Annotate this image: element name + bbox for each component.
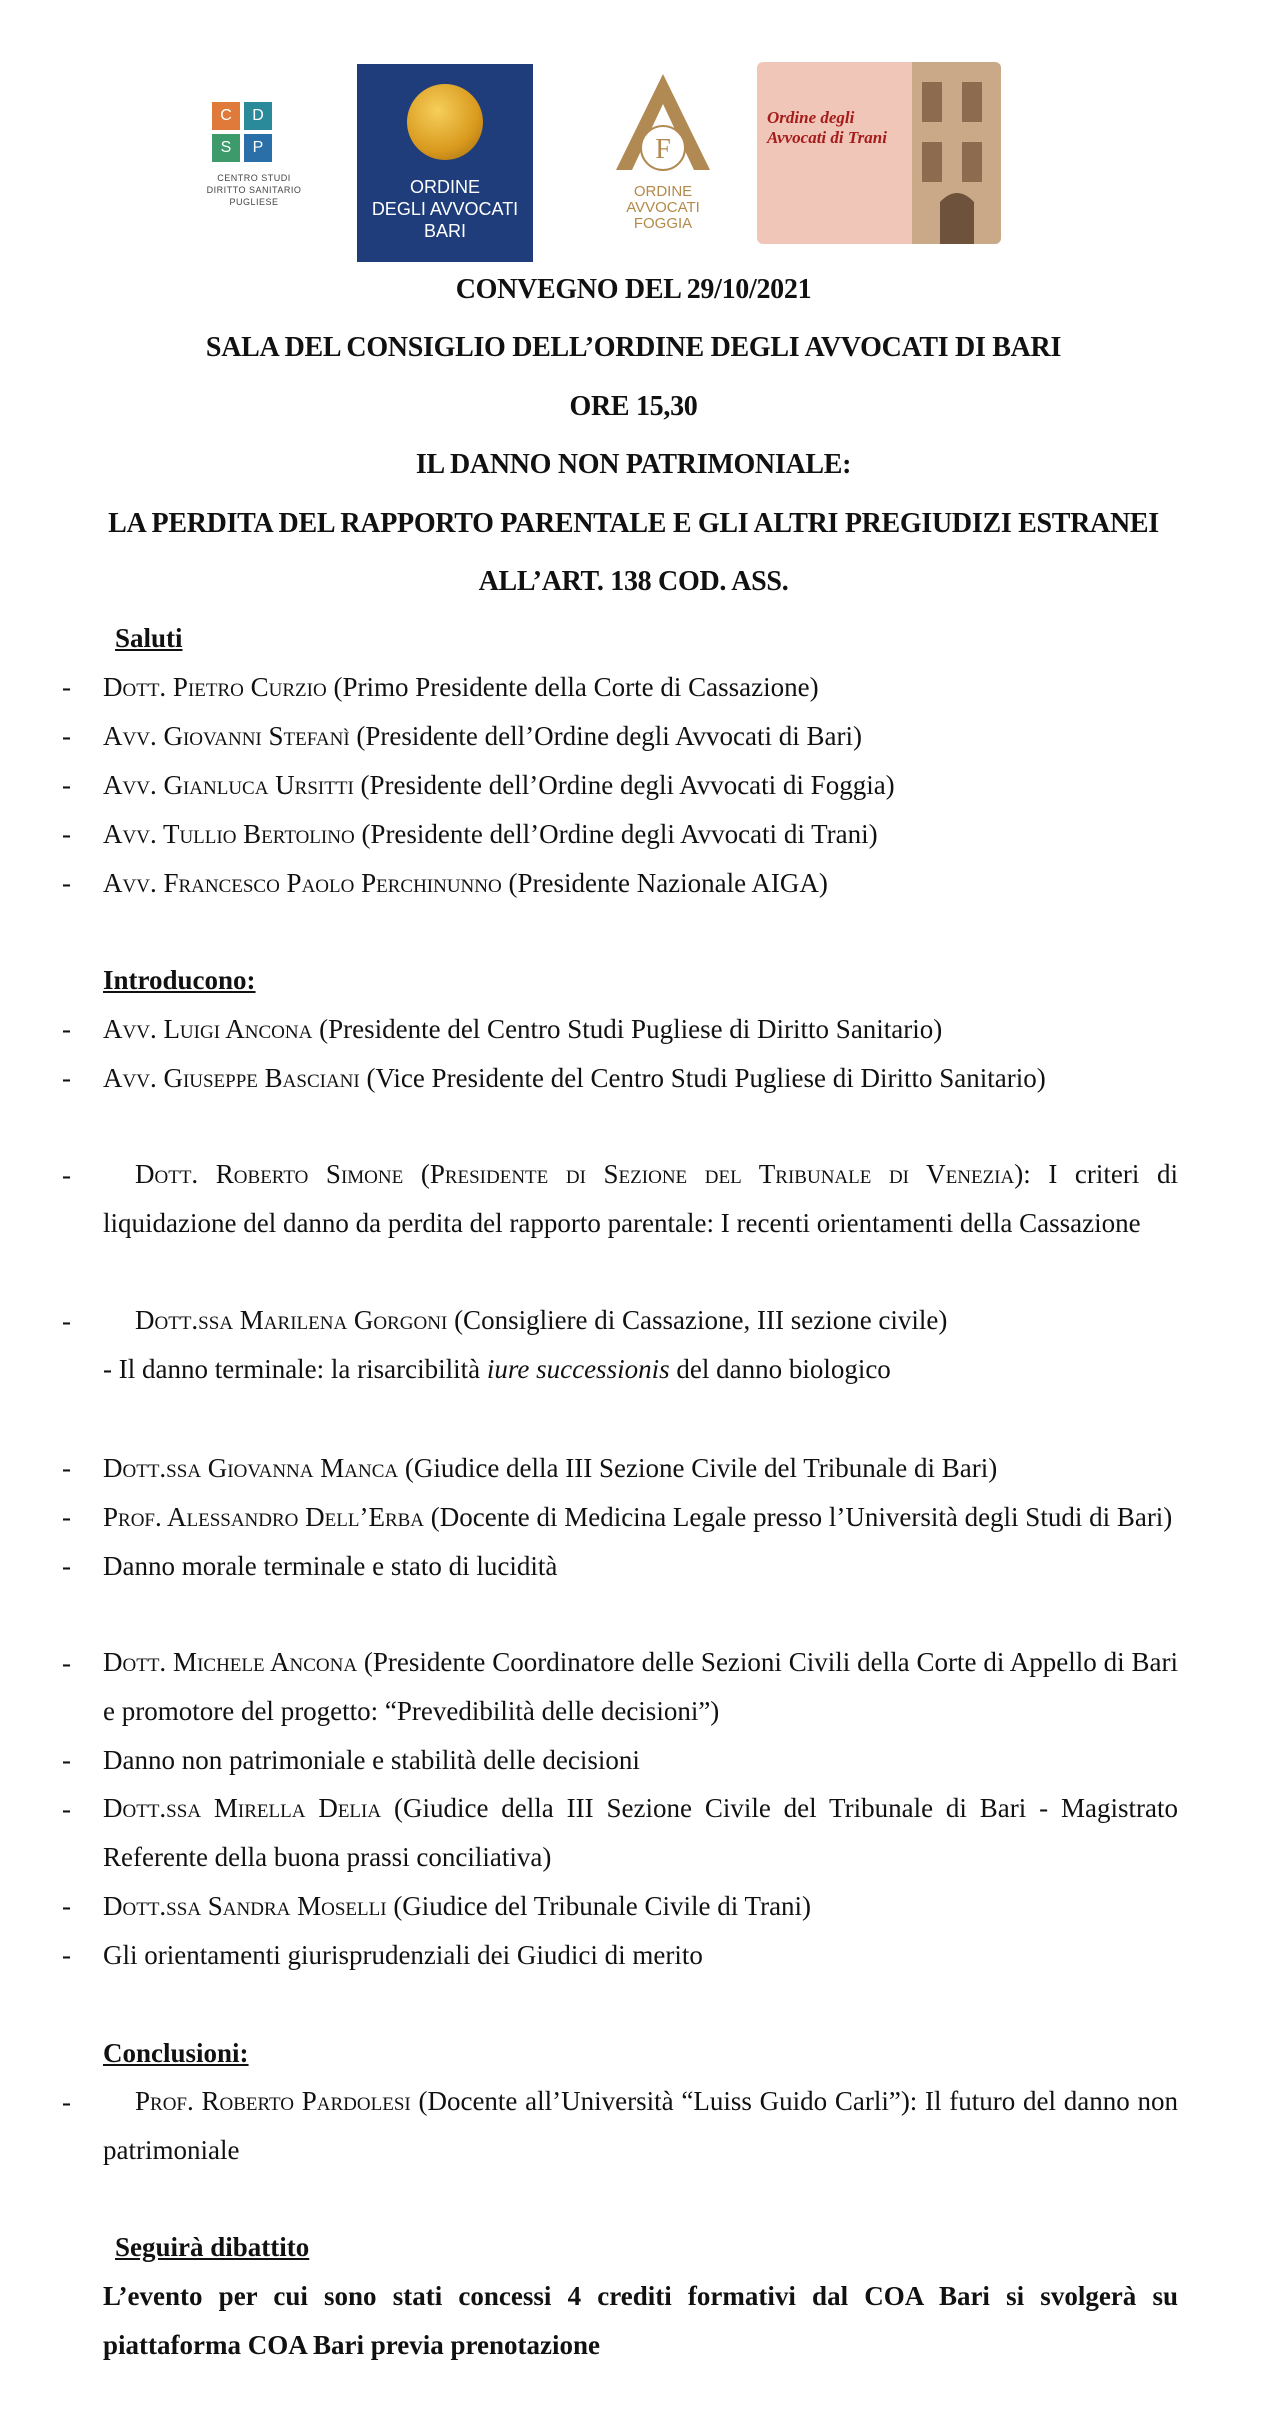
- bullet-dash: -: [62, 1160, 71, 1190]
- logo-bar: [0, 60, 1267, 265]
- event-venue: SALA DEL CONSIGLIO DELL’ORDINE DEGLI AVVOCATI DI BARI: [205, 332, 1062, 363]
- dibattito-heading: Seguirà dibattito: [115, 2232, 310, 2262]
- saluti-heading: Saluti: [115, 623, 183, 653]
- bullet-dash: -: [62, 819, 71, 849]
- speaker-name: Avv. Giuseppe Basciani: [103, 1063, 360, 1093]
- cdsp-letter-s: S: [212, 134, 240, 162]
- bari-bar-logo: [357, 64, 533, 262]
- foggia-caption-line: ORDINE: [633, 183, 693, 200]
- talk-topic: Gli orientamenti giurisprudenziali dei Giudici di merito: [103, 1940, 703, 1970]
- speaker-role: (Docente di Medicina Legale presso l’Università degli Studi di Bari): [424, 1502, 1173, 1532]
- speaker-name: Avv. Giovanni Stefanì: [103, 721, 350, 751]
- bullet-dash: -: [62, 1745, 71, 1775]
- speaker-role: (Presidente dell’Ordine degli Avvocati di Bari): [349, 721, 863, 751]
- conclusioni-heading: Conclusioni:: [103, 2038, 249, 2068]
- speaker-role: (Presidente di Sezione del Tribunale di Venezia): [403, 1159, 1024, 1189]
- bullet-dash: -: [62, 1063, 71, 1093]
- speaker-role: (Presidente dell’Ordine degli Avvocati di Trani): [354, 819, 878, 849]
- bullet-dash: -: [62, 868, 71, 898]
- cdsp-caption-line: PUGLIESE: [229, 197, 279, 207]
- bullet-dash: -: [62, 672, 71, 702]
- bari-caption-line: BARI: [423, 221, 466, 241]
- bullet-dash: -: [62, 1502, 71, 1532]
- bullet-dash: -: [62, 1794, 71, 1824]
- foggia-a-emblem-icon: [598, 70, 728, 180]
- event-subtitle-line-1: LA PERDITA DEL RAPPORTO PARENTALE E GLI ALTRI PREGIUDIZI ESTRANEI: [108, 508, 1159, 539]
- cdsp-caption: [194, 172, 314, 208]
- bullet-dash: -: [62, 1306, 71, 1336]
- speaker-role: (Consigliere di Cassazione, III sezione civile): [447, 1305, 948, 1335]
- foggia-caption: [598, 184, 728, 232]
- building-facade-icon: [912, 62, 1001, 244]
- trani-logo-text: Ordine degli Avvocati di Trani: [767, 108, 887, 147]
- cdsp-caption-line: DIRITTO SANITARIO: [206, 185, 302, 195]
- speaker-name: Prof. Alessandro Dell’Erba: [103, 1502, 425, 1532]
- bullet-dash: -: [62, 1014, 71, 1044]
- event-time: ORE 15,30: [569, 391, 698, 422]
- event-title: IL DANNO NON PATRIMONIALE:: [415, 449, 852, 480]
- speaker-name: Dott.ssa Marilena Gorgoni: [135, 1305, 448, 1335]
- event-subtitle-line-2: ALL’ART. 138 COD. ASS.: [478, 566, 789, 597]
- foggia-caption-line: AVVOCATI: [626, 199, 700, 216]
- talk-topic: Danno non patrimoniale e stabilità delle decisioni: [103, 1745, 640, 1775]
- cdsp-letter-d: D: [244, 102, 272, 130]
- speaker-role: (Presidente del Centro Studi Pugliese di Diritto Sanitario): [312, 1014, 943, 1044]
- cdsp-letter-c: C: [212, 102, 240, 130]
- credits-note: L’evento per cui sono stati concessi 4 crediti formativi dal COA Bari si svolgerà su piattaforma COA Bari previa prenotazione: [103, 2281, 1178, 2360]
- bullet-dash: -: [62, 770, 71, 800]
- speaker-role: (Presidente Coordinatore delle Sezioni Civili della Corte di Appello di Bari e promotore del progetto: “Prevedibilità delle decisioni”): [103, 1647, 1178, 1726]
- bullet-dash: -: [62, 1453, 71, 1483]
- speaker-role: (Primo Presidente della Corte di Cassazione): [326, 672, 819, 702]
- speaker-name: Dott.ssa Giovanna Manca: [103, 1453, 399, 1483]
- talk-topic: Danno morale terminale e stato di lucidità: [103, 1551, 558, 1581]
- speaker-role: (Giudice della III Sezione Civile del Tribunale di Bari - Magistrato Referente della buona prassi conciliativa): [103, 1793, 1178, 1872]
- bari-caption-line: ORDINE: [409, 177, 480, 197]
- speaker-role: (Docente all’Università “Luiss Guido Carli”): Il futuro del danno non patrimoniale: [103, 2086, 1178, 2165]
- speaker-role: (Presidente Nazionale AIGA): [501, 868, 828, 898]
- talk-topic: : I criteri di liquidazione del danno da perdita del rapporto parentale: I recenti orientamenti della Cassazione: [103, 1159, 1178, 1238]
- speaker-name: Dott. Pietro Curzio: [103, 672, 327, 702]
- bullet-dash: -: [62, 1891, 71, 1921]
- speaker-role: (Giudice della III Sezione Civile del Tribunale di Bari): [398, 1453, 998, 1483]
- talk-topic: del danno biologico: [669, 1354, 891, 1384]
- bullet-dash: -: [62, 2087, 71, 2117]
- cdsp-logo: [200, 102, 310, 222]
- cdsp-letter-p: P: [244, 134, 272, 162]
- trani-bar-logo: [757, 62, 1001, 244]
- speaker-name: Dott. Roberto Simone: [135, 1159, 404, 1189]
- bari-caption: [357, 176, 533, 242]
- talk-topic-italic: iure successionis: [486, 1354, 670, 1384]
- speaker-role: (Presidente dell’Ordine degli Avvocati di Foggia): [353, 770, 895, 800]
- event-date: CONVEGNO DEL 29/10/2021: [455, 274, 812, 305]
- speaker-name: Avv. Luigi Ancona: [103, 1014, 313, 1044]
- speaker-role: (Vice Presidente del Centro Studi Pugliese di Diritto Sanitario): [359, 1063, 1046, 1093]
- bullet-dash: -: [62, 721, 71, 751]
- foggia-caption-line: FOGGIA: [633, 215, 693, 232]
- introducono-heading: Introducono:: [103, 965, 256, 995]
- speaker-name: Avv. Tullio Bertolino: [103, 819, 355, 849]
- speaker-role: (Giudice del Tribunale Civile di Trani): [386, 1891, 812, 1921]
- bullet-dash: -: [62, 1551, 71, 1581]
- cdsp-caption-line: CENTRO STUDI: [217, 173, 291, 183]
- talk-topic: - Il danno terminale: la risarcibilità: [103, 1354, 487, 1384]
- bullet-dash: -: [62, 1648, 71, 1678]
- speaker-name: Avv. Francesco Paolo Perchinunno: [103, 868, 502, 898]
- cdsp-letter-grid: [212, 102, 274, 164]
- foggia-bar-logo: [598, 70, 728, 260]
- speaker-name: Dott.ssa Sandra Moselli: [103, 1891, 387, 1921]
- speaker-name: Dott.ssa Mirella Delia: [103, 1793, 382, 1823]
- speaker-name: Prof. Roberto Pardolesi: [135, 2086, 411, 2116]
- bullet-dash: -: [62, 1940, 71, 1970]
- gold-medal-icon: [407, 84, 483, 160]
- foggia-monogram: F: [655, 134, 671, 165]
- speaker-name: Avv. Gianluca Ursitti: [103, 770, 354, 800]
- bari-caption-line: DEGLI AVVOCATI: [371, 199, 519, 219]
- speaker-name: Dott. Michele Ancona: [103, 1647, 358, 1677]
